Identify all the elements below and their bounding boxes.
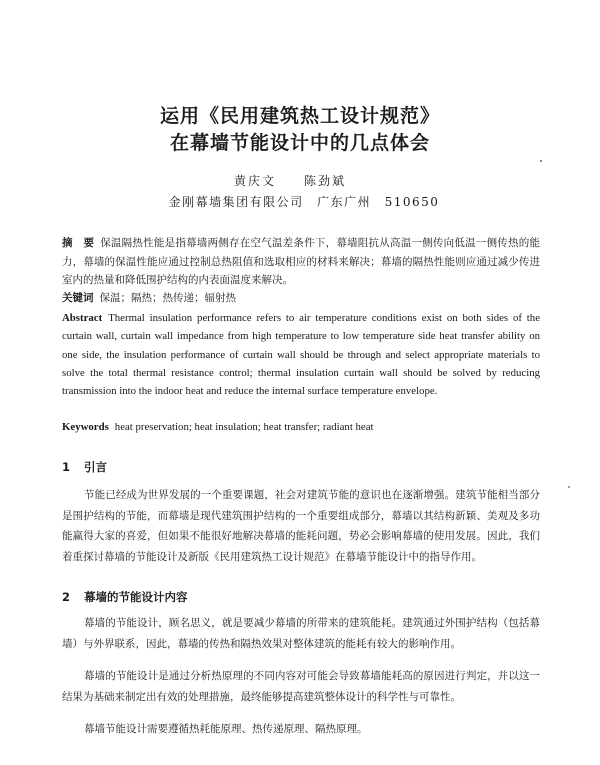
abstract-en-text: Thermal insulation performance refers to air temperature conditions exist on both sides of the curtain wall, curtain wall impedance from high temperature to low temperature side heat transfer ability on one side, the insulation performance of curtain wall should be through and select appropriate materials to solve the total thermal resistance control; thermal insulation curtain wall should be solved by reducing transmission into the indoor heat and reduce the internal surface temperature envelope. xyxy=(62,312,540,398)
abstract-zh xyxy=(62,234,540,290)
abstract-zh-text: 保温隔热性能是指幕墙两侧存在空气温差条件下，幕墙阻抗从高温一侧传向低温一侧传热的能力，幕墙的保温性能应通过控制总热阻值和选取相应的材料来解决；幕墙的隔热性能则应通过减少传进室内的热量和降低围护结构的内表面温度来解决。 xyxy=(62,237,541,286)
paper-title-line-1: 运用《民用建筑热工设计规范》 xyxy=(159,105,440,127)
section-2-number: 2 xyxy=(62,590,71,604)
keywords-en-text: heat preservation; heat insulation; heat transfer; radiant heat xyxy=(114,421,374,433)
abstract-zh-label: 摘 要 xyxy=(62,237,95,249)
scan-speck xyxy=(568,486,570,488)
section-2-paragraph-2: 幕墙的节能设计是通过分析热原理的不同内容对可能会导致幕墙能耗高的原因进行判定，并以这一结果为基础来制定出有效的处理措施，最终能够提高建筑整体设计的科学性与可靠性。 xyxy=(62,670,540,703)
author-names: 黄庆文 陈劲斌 xyxy=(233,174,346,188)
keywords-zh-label: 关键词 xyxy=(62,292,94,304)
section-2-paragraph-3: 幕墙节能设计需要遵循热耗能原理、热传递原理、隔热原理。 xyxy=(84,723,368,735)
section-2-title: 幕墙的节能设计内容 xyxy=(84,590,188,604)
section-2-paragraph-1: 幕墙的节能设计，顾名思义，就是要减少幕墙的所带来的建筑能耗。建筑通过外围护结构（包括幕墙）与外界联系，因此，幕墙的传热和隔热效果对整体建筑的能耗有较大的影响作用。 xyxy=(62,617,540,650)
keywords-zh xyxy=(62,289,540,308)
keywords-zh-text: 保温；隔热；热传递；辐射热 xyxy=(99,292,236,304)
keywords-en-label: Keywords xyxy=(62,421,109,433)
abstract-en xyxy=(62,309,540,400)
keywords-en xyxy=(62,418,540,436)
scan-speck xyxy=(540,160,542,162)
author-affiliation: 金刚幕墙集团有限公司 广东广州 510650 xyxy=(168,195,440,209)
paper-title-line-2: 在幕墙节能设计中的几点体会 xyxy=(169,132,430,154)
section-2-heading xyxy=(62,589,188,605)
section-1-title: 引言 xyxy=(84,460,107,474)
section-1-number: 1 xyxy=(62,460,71,474)
abstract-en-label: Abstract xyxy=(62,312,103,324)
section-1-heading xyxy=(62,459,107,475)
section-1-paragraph: 节能已经成为世界发展的一个重要课题，社会对建筑节能的意识也在逐渐增强。建筑节能相当部分是围护结构的节能，而幕墙是现代建筑围护结构的一个重要组成部分，幕墙以其结构新颖、美观及多功能赢得大家的喜爱，但如果不能很好地解决幕墙的能耗问题，势必会影响幕墙的使用发展。因此，我们着重探讨幕墙的节能设计及新版《民用建筑热工设计规范》在幕墙节能设计中的指导作用。 xyxy=(62,489,540,563)
